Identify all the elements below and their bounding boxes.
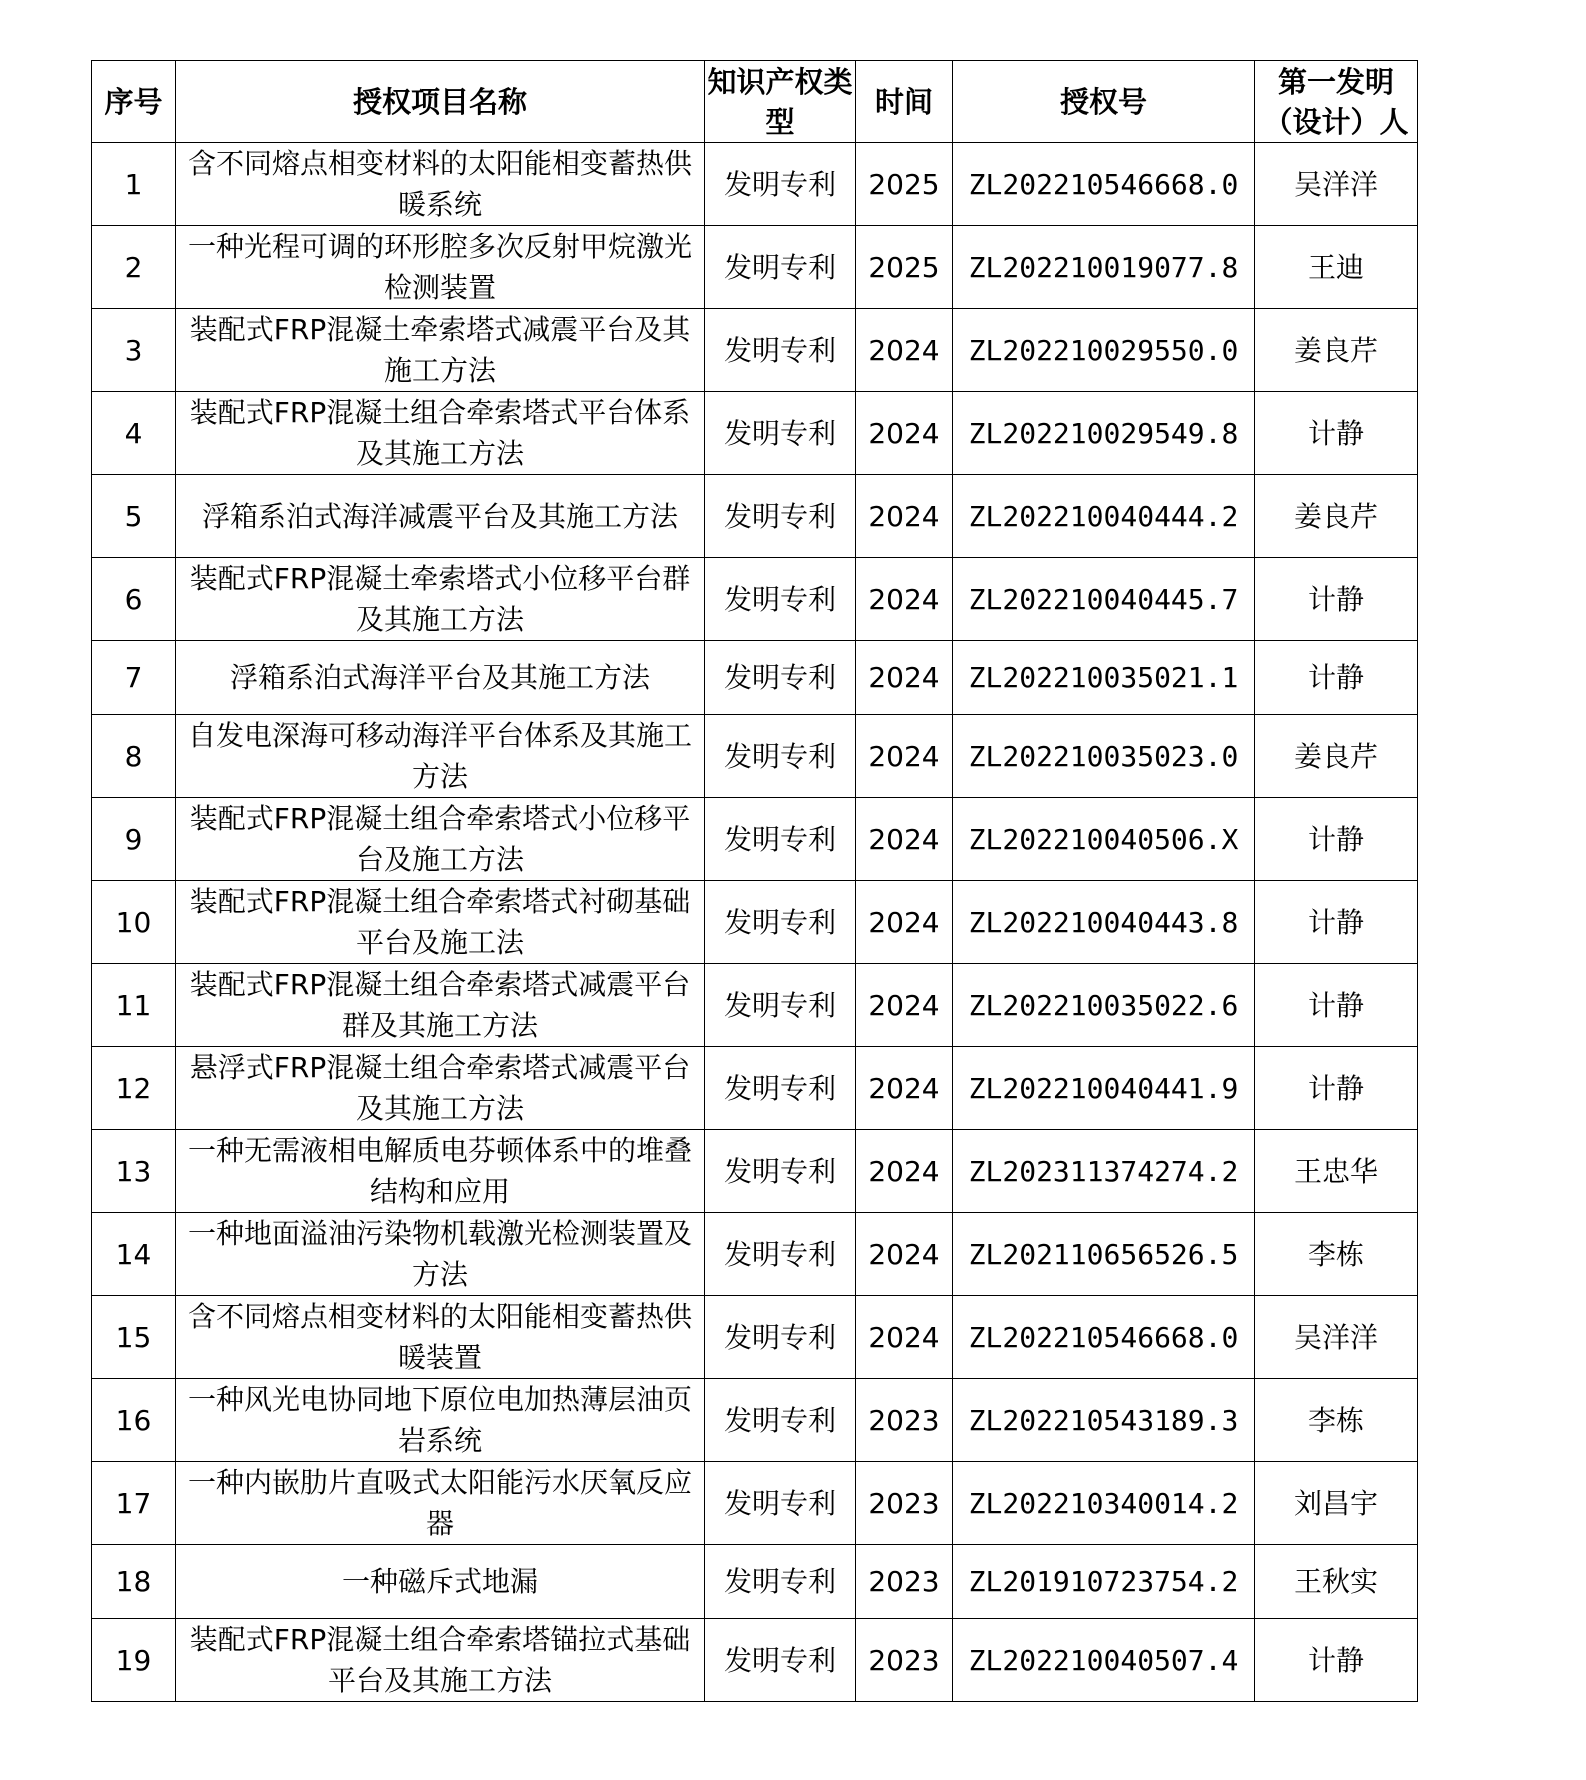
cell-type: 发明专利 [705, 143, 856, 226]
cell-title: 含不同熔点相变材料的太阳能相变蓄热供暖系统 [176, 143, 705, 226]
cell-index: 12 [92, 1047, 176, 1130]
cell-year: 2024 [856, 641, 953, 715]
cell-title: 一种内嵌肋片直吸式太阳能污水厌氧反应器 [176, 1462, 705, 1545]
cell-index: 1 [92, 143, 176, 226]
cell-year: 2024 [856, 475, 953, 558]
cell-type: 发明专利 [705, 1213, 856, 1296]
cell-index: 19 [92, 1619, 176, 1702]
cell-patent-number: ZL202210019077.8 [953, 226, 1255, 309]
cell-year: 2024 [856, 1130, 953, 1213]
cell-type: 发明专利 [705, 392, 856, 475]
cell-type: 发明专利 [705, 1462, 856, 1545]
cell-type: 发明专利 [705, 715, 856, 798]
cell-title: 自发电深海可移动海洋平台体系及其施工方法 [176, 715, 705, 798]
cell-inventor: 吴洋洋 [1255, 1296, 1418, 1379]
cell-index: 10 [92, 881, 176, 964]
header-year: 时间 [856, 61, 953, 143]
cell-patent-number: ZL202210035023.0 [953, 715, 1255, 798]
cell-title: 装配式FRP混凝土组合牵索塔式衬砌基础平台及施工法 [176, 881, 705, 964]
table-row [92, 309, 1418, 392]
cell-patent-number: ZL202210040443.8 [953, 881, 1255, 964]
header-title: 授权项目名称 [176, 61, 705, 143]
cell-patent-number: ZL202210546668.0 [953, 1296, 1255, 1379]
cell-index: 4 [92, 392, 176, 475]
cell-year: 2025 [856, 143, 953, 226]
table-row [92, 392, 1418, 475]
cell-type: 发明专利 [705, 1296, 856, 1379]
cell-inventor: 王迪 [1255, 226, 1418, 309]
cell-title: 装配式FRP混凝土牵索塔式减震平台及其施工方法 [176, 309, 705, 392]
cell-type: 发明专利 [705, 226, 856, 309]
cell-index: 2 [92, 226, 176, 309]
table-body [92, 143, 1418, 1702]
cell-patent-number: ZL202210035021.1 [953, 641, 1255, 715]
cell-title: 装配式FRP混凝土组合牵索塔式小位移平台及施工方法 [176, 798, 705, 881]
cell-title: 一种磁斥式地漏 [176, 1545, 705, 1619]
cell-year: 2024 [856, 964, 953, 1047]
cell-year: 2024 [856, 1047, 953, 1130]
cell-inventor: 计静 [1255, 392, 1418, 475]
table-row [92, 1462, 1418, 1545]
cell-type: 发明专利 [705, 558, 856, 641]
cell-inventor: 计静 [1255, 558, 1418, 641]
table-row [92, 143, 1418, 226]
cell-index: 5 [92, 475, 176, 558]
cell-patent-number: ZL202210040506.X [953, 798, 1255, 881]
cell-year: 2024 [856, 1296, 953, 1379]
header-type: 知识产权类型 [705, 61, 856, 143]
cell-year: 2025 [856, 226, 953, 309]
cell-index: 18 [92, 1545, 176, 1619]
cell-year: 2024 [856, 715, 953, 798]
cell-inventor: 计静 [1255, 1619, 1418, 1702]
cell-patent-number: ZL202210035022.6 [953, 964, 1255, 1047]
cell-type: 发明专利 [705, 1545, 856, 1619]
header-inventor: 第一发明（设计）人 [1255, 61, 1418, 143]
cell-index: 16 [92, 1379, 176, 1462]
cell-inventor: 吴洋洋 [1255, 143, 1418, 226]
cell-year: 2023 [856, 1619, 953, 1702]
cell-inventor: 王忠华 [1255, 1130, 1418, 1213]
table-row [92, 1130, 1418, 1213]
cell-index: 11 [92, 964, 176, 1047]
table-row [92, 1619, 1418, 1702]
cell-title: 一种风光电协同地下原位电加热薄层油页岩系统 [176, 1379, 705, 1462]
cell-type: 发明专利 [705, 1130, 856, 1213]
table-row [92, 1047, 1418, 1130]
table-row [92, 1545, 1418, 1619]
cell-type: 发明专利 [705, 798, 856, 881]
cell-year: 2024 [856, 881, 953, 964]
table-row [92, 558, 1418, 641]
patent-table [91, 60, 1418, 1702]
cell-inventor: 姜良芹 [1255, 309, 1418, 392]
cell-title: 装配式FRP混凝土组合牵索塔式平台体系及其施工方法 [176, 392, 705, 475]
cell-patent-number: ZL201910723754.2 [953, 1545, 1255, 1619]
cell-year: 2024 [856, 1213, 953, 1296]
cell-title: 装配式FRP混凝土组合牵索塔式减震平台群及其施工方法 [176, 964, 705, 1047]
cell-inventor: 姜良芹 [1255, 475, 1418, 558]
cell-title: 悬浮式FRP混凝土组合牵索塔式减震平台及其施工方法 [176, 1047, 705, 1130]
cell-inventor: 计静 [1255, 798, 1418, 881]
cell-year: 2023 [856, 1462, 953, 1545]
header-index: 序号 [92, 61, 176, 143]
cell-index: 9 [92, 798, 176, 881]
cell-year: 2024 [856, 392, 953, 475]
cell-year: 2023 [856, 1545, 953, 1619]
cell-type: 发明专利 [705, 1047, 856, 1130]
cell-type: 发明专利 [705, 641, 856, 715]
table-row [92, 881, 1418, 964]
cell-type: 发明专利 [705, 881, 856, 964]
cell-index: 6 [92, 558, 176, 641]
cell-year: 2024 [856, 309, 953, 392]
table-row [92, 1296, 1418, 1379]
table-row [92, 226, 1418, 309]
cell-year: 2024 [856, 558, 953, 641]
cell-title: 一种地面溢油污染物机载激光检测装置及方法 [176, 1213, 705, 1296]
cell-patent-number: ZL202210040445.7 [953, 558, 1255, 641]
table-row [92, 964, 1418, 1047]
cell-patent-number: ZL202110656526.5 [953, 1213, 1255, 1296]
cell-title: 装配式FRP混凝土组合牵索塔锚拉式基础平台及其施工方法 [176, 1619, 705, 1702]
cell-title: 浮箱系泊式海洋减震平台及其施工方法 [176, 475, 705, 558]
cell-index: 13 [92, 1130, 176, 1213]
cell-patent-number: ZL202311374274.2 [953, 1130, 1255, 1213]
cell-patent-number: ZL202210340014.2 [953, 1462, 1255, 1545]
cell-index: 3 [92, 309, 176, 392]
table-row [92, 715, 1418, 798]
cell-title: 含不同熔点相变材料的太阳能相变蓄热供暖装置 [176, 1296, 705, 1379]
cell-patent-number: ZL202210546668.0 [953, 143, 1255, 226]
cell-title: 装配式FRP混凝土牵索塔式小位移平台群及其施工方法 [176, 558, 705, 641]
cell-title: 一种无需液相电解质电芬顿体系中的堆叠结构和应用 [176, 1130, 705, 1213]
cell-type: 发明专利 [705, 309, 856, 392]
cell-type: 发明专利 [705, 475, 856, 558]
cell-patent-number: ZL202210029549.8 [953, 392, 1255, 475]
cell-index: 17 [92, 1462, 176, 1545]
cell-inventor: 计静 [1255, 964, 1418, 1047]
table-row [92, 1213, 1418, 1296]
cell-inventor: 计静 [1255, 641, 1418, 715]
cell-patent-number: ZL202210040441.9 [953, 1047, 1255, 1130]
cell-index: 8 [92, 715, 176, 798]
cell-patent-number: ZL202210543189.3 [953, 1379, 1255, 1462]
cell-year: 2024 [856, 798, 953, 881]
table-header-row [92, 61, 1418, 143]
table-row [92, 475, 1418, 558]
cell-patent-number: ZL202210029550.0 [953, 309, 1255, 392]
cell-type: 发明专利 [705, 1619, 856, 1702]
cell-index: 7 [92, 641, 176, 715]
cell-inventor: 李栋 [1255, 1213, 1418, 1296]
cell-type: 发明专利 [705, 964, 856, 1047]
cell-index: 14 [92, 1213, 176, 1296]
table-row [92, 798, 1418, 881]
cell-inventor: 计静 [1255, 1047, 1418, 1130]
table-row [92, 1379, 1418, 1462]
cell-inventor: 王秋实 [1255, 1545, 1418, 1619]
cell-inventor: 计静 [1255, 881, 1418, 964]
cell-type: 发明专利 [705, 1379, 856, 1462]
cell-patent-number: ZL202210040444.2 [953, 475, 1255, 558]
table-row [92, 641, 1418, 715]
cell-inventor: 刘昌宇 [1255, 1462, 1418, 1545]
cell-inventor: 姜良芹 [1255, 715, 1418, 798]
cell-year: 2023 [856, 1379, 953, 1462]
header-number: 授权号 [953, 61, 1255, 143]
cell-inventor: 李栋 [1255, 1379, 1418, 1462]
cell-patent-number: ZL202210040507.4 [953, 1619, 1255, 1702]
cell-index: 15 [92, 1296, 176, 1379]
cell-title: 浮箱系泊式海洋平台及其施工方法 [176, 641, 705, 715]
cell-title: 一种光程可调的环形腔多次反射甲烷激光检测装置 [176, 226, 705, 309]
